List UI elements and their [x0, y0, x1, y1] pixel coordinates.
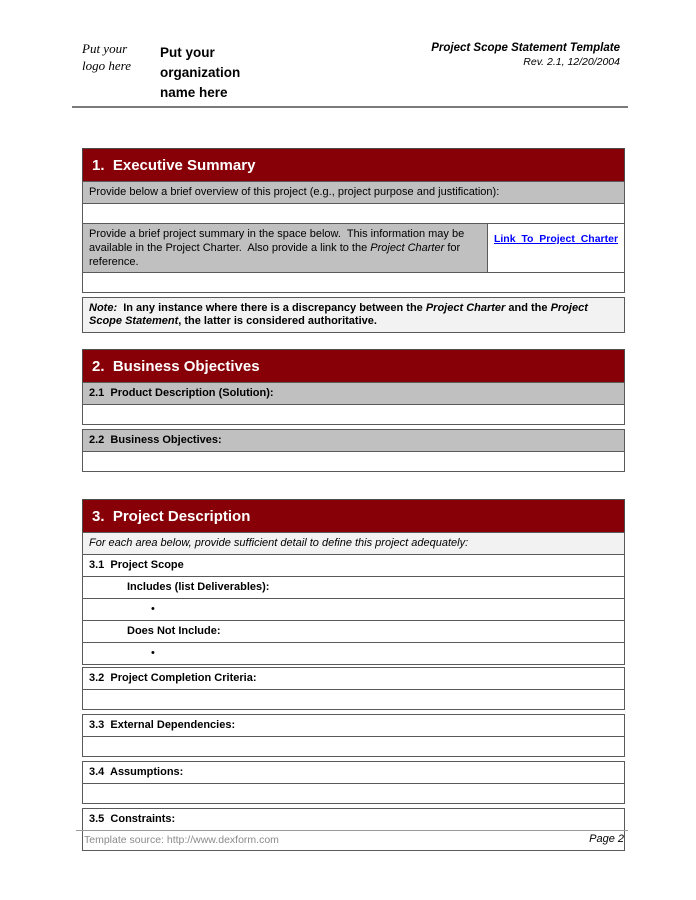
business-objectives-label: 2.2 Business Objectives:	[82, 429, 625, 452]
document-body	[82, 148, 625, 851]
does-not-include-bullet-row[interactable]	[82, 642, 625, 665]
page-number: Page 2	[589, 833, 624, 845]
business-objectives-input-row[interactable]	[82, 451, 625, 472]
logo-placeholder	[82, 40, 131, 74]
constraints-label: 3.5 Constraints:	[82, 808, 625, 831]
assumptions-label: 3.4 Assumptions:	[82, 761, 625, 784]
logo-placeholder-line2: logo here	[82, 58, 131, 73]
overview-input-row[interactable]	[82, 203, 625, 224]
template-source: Template source: http://www.dexform.com	[84, 834, 279, 846]
product-description-input-row[interactable]	[82, 404, 625, 425]
section-3-title: 3. Project Description	[82, 499, 625, 533]
document-title: Project Scope Statement Template	[431, 42, 620, 54]
section-business-objectives	[82, 349, 625, 472]
organization-name-line1: Put your	[160, 45, 215, 60]
overview-prompt-label: Provide below a brief overview of this project (e.g., project purpose and justification):	[82, 181, 625, 204]
header-divider	[72, 106, 628, 108]
organization-name-line2: organization	[160, 65, 241, 80]
organization-name-line3: name here	[160, 85, 228, 100]
does-not-include-label: Does Not Include:	[82, 620, 625, 643]
section-project-description	[82, 499, 625, 851]
includes-label: Includes (list Deliverables):	[82, 576, 625, 599]
project-charter-link[interactable]: Link_To_Project_Charter	[493, 233, 619, 245]
bullet-icon: •	[151, 603, 155, 615]
product-description-label: 2.1 Product Description (Solution):	[82, 382, 625, 405]
charter-link-cell	[488, 224, 624, 272]
bullet-icon: •	[151, 647, 155, 659]
summary-input-row[interactable]	[82, 272, 625, 293]
completion-criteria-label: 3.2 Project Completion Criteria:	[82, 667, 625, 690]
logo-placeholder-line1: Put your	[82, 41, 128, 56]
external-dependencies-input-row[interactable]	[82, 736, 625, 757]
includes-bullet-row[interactable]	[82, 598, 625, 621]
section-2-title: 2. Business Objectives	[82, 349, 625, 383]
completion-criteria-input-row[interactable]	[82, 689, 625, 710]
project-description-instruction: For each area below, provide sufficient detail to define this project adequately:	[82, 532, 625, 555]
discrepancy-note: Note: In any instance where there is a discrepancy between the Project Charter and the Project Scope Statement, the latter is considered authoritative.	[82, 297, 625, 333]
section-1-title: 1. Executive Summary	[82, 148, 625, 182]
external-dependencies-label: 3.3 External Dependencies:	[82, 714, 625, 737]
document-header	[431, 42, 620, 68]
section-executive-summary	[82, 148, 625, 333]
organization-name-placeholder	[160, 43, 240, 103]
footer-divider	[76, 830, 628, 831]
assumptions-input-row[interactable]	[82, 783, 625, 804]
document-revision: Rev. 2.1, 12/20/2004	[523, 56, 620, 68]
project-scope-label: 3.1 Project Scope	[82, 554, 625, 577]
summary-prompt-label: Provide a brief project summary in the space below. This information may be available in the Project Charter. Also provide a link to the Project Charter for reference.	[83, 224, 488, 272]
project-summary-row	[82, 223, 625, 273]
